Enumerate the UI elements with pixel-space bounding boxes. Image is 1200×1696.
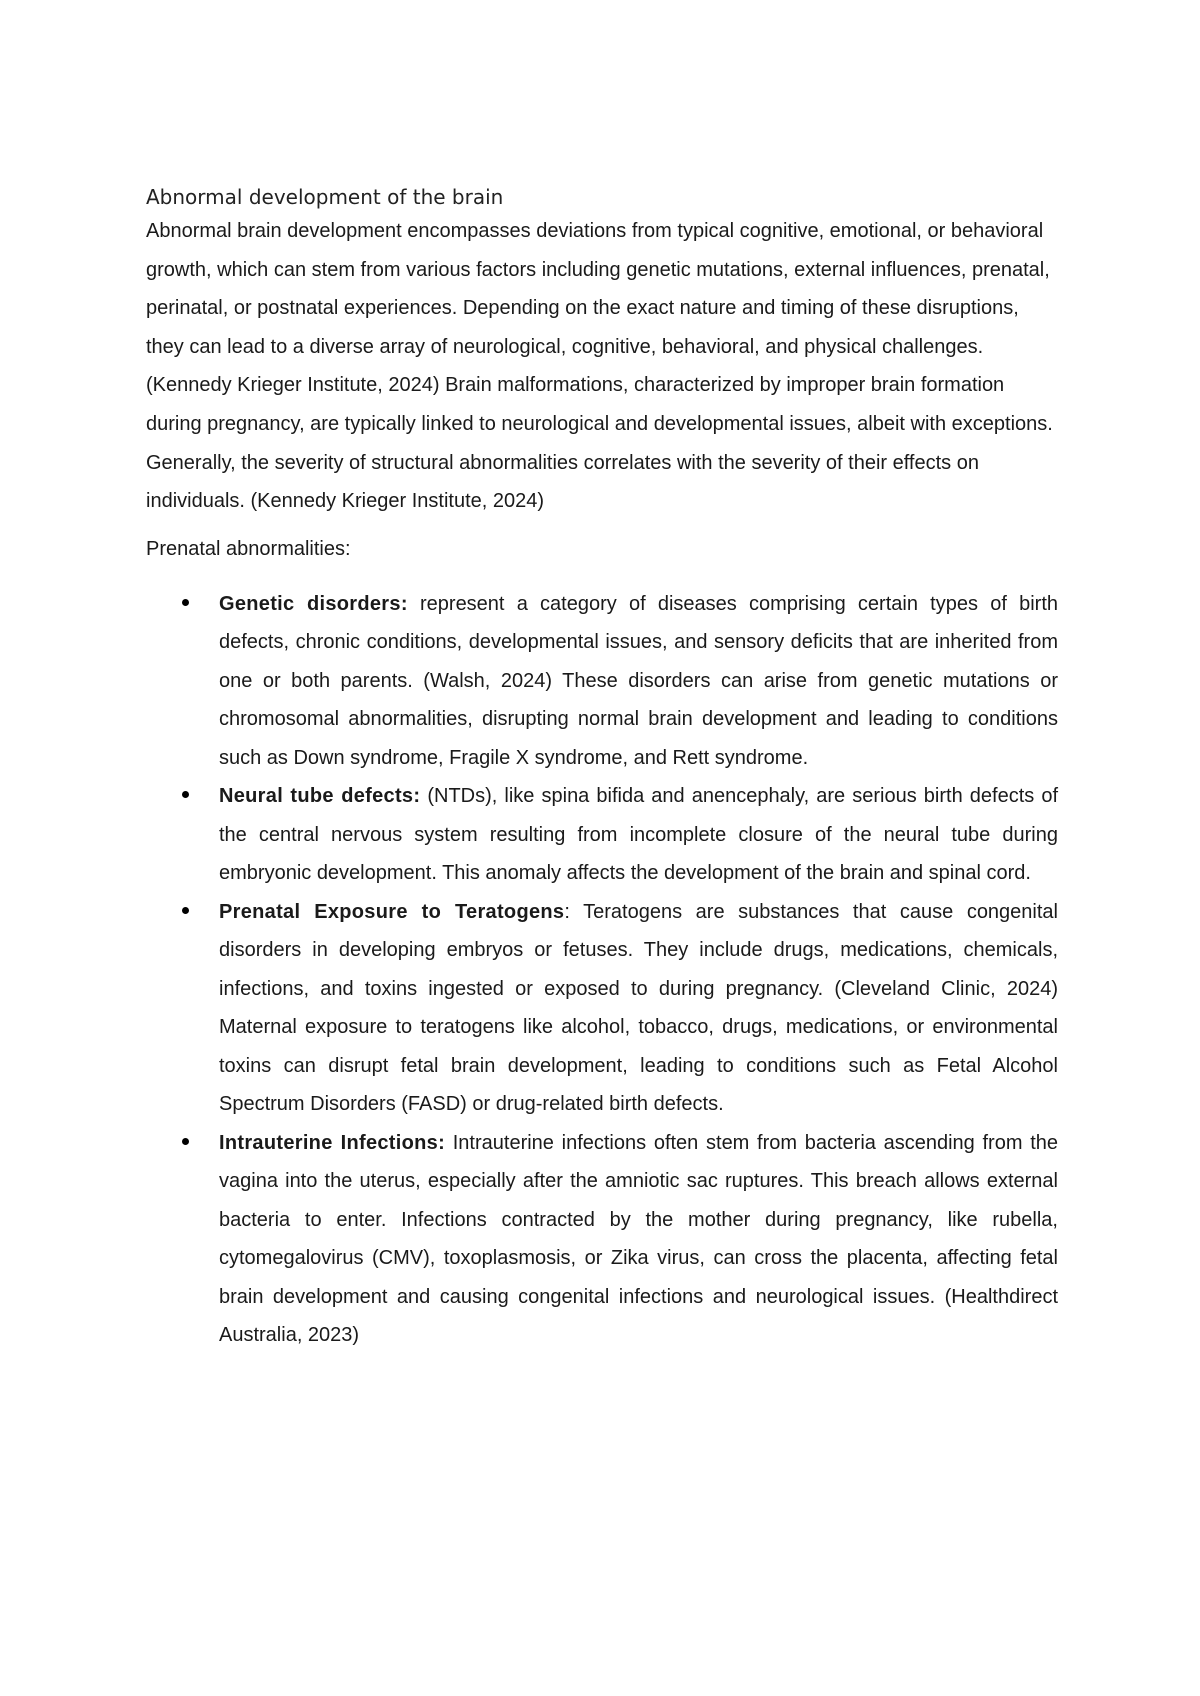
page-title: Abnormal development of the brain [146, 185, 504, 209]
list-item [146, 777, 1058, 893]
list-item [146, 1124, 1058, 1355]
bullet-term: Neural tube defects: [219, 785, 421, 808]
bullet-text: (NTDs), like spina bifida and anencephaly, are serious birth defects of the central nervous system resulting from incomplete closure of the neural tube during embryonic development. This anomaly affects the development of the brain and spinal cord. [219, 785, 1058, 885]
bullet-icon [182, 907, 189, 914]
bullet-list [146, 585, 1058, 1355]
bullet-icon [182, 599, 189, 606]
bullet-text: Intrauterine infections often stem from bacteria ascending from the vagina into the uterus, especially after the amniotic sac ruptures. This breach allows external bacteria to enter. Infections contracted by the mother during pregnancy, like rubella, cytomegalovirus (CMV), toxoplasmosis, or Zika virus, can cross the placenta, affecting fetal brain development and causing congenital infections and neurological issues. (Healthdirect Australia, 2023) [219, 1131, 1059, 1347]
bullet-text: : Teratogens are substances that cause congenital disorders in developing embryos or fetuses. They include drugs, medications, chemicals, infections, and toxins ingested or exposed to during pregnancy. (Cleveland Clinic, 2024) Maternal exposure to teratogens like alcohol, tobacco, drugs, medications, or environmental toxins can disrupt fetal brain development, leading to conditions such as Fetal Alcohol Spectrum Disorders (FASD) or drug-related birth defects. [219, 900, 1058, 1116]
document-page [146, 182, 1058, 1355]
bullet-term: Genetic disorders: [219, 592, 408, 615]
list-item [146, 585, 1058, 778]
list-item [146, 893, 1058, 1124]
bullet-icon [182, 1138, 189, 1145]
bullet-term: Intrauterine Infections: [219, 1131, 446, 1154]
bullet-icon [182, 791, 189, 798]
intro-paragraph: Abnormal brain development encompasses deviations from typical cognitive, emotional, or behavioral growth, which can stem from various factors including genetic mutations, external influences, prenatal, perinatal, or postnatal experiences. Depending on the exact nature and timing of these disruptions, they can lead to a diverse array of neurological, cognitive, behavioral, and physical challenges. (Kennedy Krieger Institute, 2024) Brain malformations, characterized by improper brain formation during pregnancy, are typically linked to neurological and developmental issues, albeit with exceptions. Generally, the severity of structural abnormalities correlates with the severity of their effects on individuals. (Kennedy Krieger Institute, 2024) [146, 220, 1053, 513]
section-subheading: Prenatal abnormalities: [146, 537, 351, 560]
bullet-text: represent a category of diseases comprising certain types of birth defects, chronic conditions, developmental issues, and sensory deficits that are inherited from one or both parents. (Walsh, 2024) These disorders can arise from genetic mutations or chromosomal abnormalities, disrupting normal brain development and leading to conditions such as Down syndrome, Fragile X syndrome, and Rett syndrome. [219, 592, 1058, 769]
bullet-term: Prenatal Exposure to Teratogens [219, 900, 565, 923]
